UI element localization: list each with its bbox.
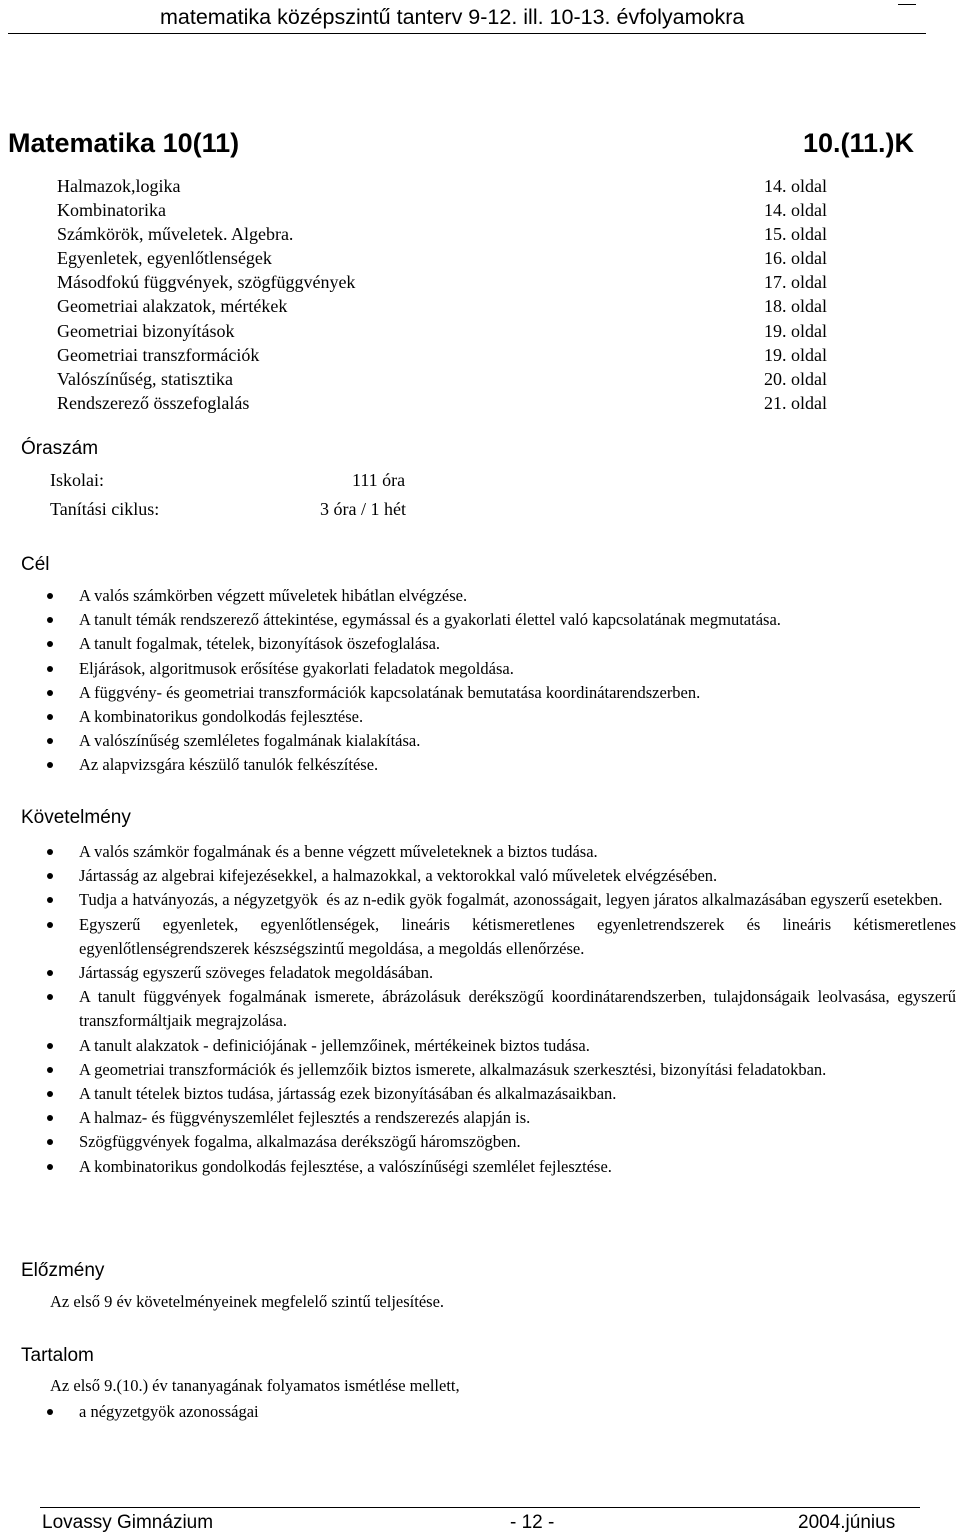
topic-name: Geometriai bizonyítások [57, 320, 235, 341]
footer-school: Lovassy Gimnázium [42, 1512, 214, 1533]
document-title: Matematika 10(11) [8, 128, 240, 158]
bullet-icon [47, 1091, 53, 1097]
requirements-heading: Követelmény [21, 807, 131, 828]
school-hours-value: 111 óra [352, 470, 406, 490]
topic-row [57, 367, 857, 391]
bullet-icon [47, 873, 53, 879]
footer-date: 2004.június [798, 1512, 896, 1533]
topic-row [57, 222, 857, 246]
list-item: A kombinatorikus gondolkodás fejlesztése, a valószínűségi szemlélet fejlesztése. [0, 1155, 960, 1179]
bullet-icon [47, 762, 53, 768]
header-title: matematika középszintű tanterv 9-12. ill. 10-13. évfolyamokra [160, 5, 745, 29]
topic-name: Halmazok,logika [57, 176, 181, 196]
topic-row [57, 343, 857, 367]
footer-page-number: - 12 - [510, 1512, 555, 1533]
bullet-icon [47, 1164, 53, 1170]
list-item: A tanult függvények fogalmának ismerete, ábrázolásuk derékszögű koordinátarendszerben, tulajdonságaik leolvasása, egyszerű transzformáltjaik megrajzolása. [0, 985, 960, 1033]
topic-page: 17. oldal [764, 272, 827, 293]
list-item: A geometriai transzformációk és jellemzőik biztos ismerete, alkalmazásuk szerkesztési, bizonyítási feladatokban. [0, 1058, 960, 1082]
footer-rule [40, 1507, 920, 1508]
hours-heading: Óraszám [21, 438, 99, 459]
topic-name: Valószínűség, statisztika [57, 368, 233, 389]
list-item: Jártasság egyszerű szöveges feladatok megoldásában. [0, 961, 960, 985]
document-code: 10.(11.)K [802, 128, 914, 158]
cycle-hours-value: 3 óra / 1 hét [320, 499, 406, 519]
header-mark [898, 4, 916, 5]
list-item: Szögfüggvények fogalma, alkalmazása derékszögű háromszögben. [0, 1130, 960, 1154]
list-item: A tanult alakzatok - definiciójának - jellemzőinek, mértékeinek biztos tudása. [0, 1034, 960, 1058]
topic-page: 19. oldal [764, 320, 827, 341]
bullet-icon [47, 922, 53, 928]
topic-list [57, 174, 857, 415]
bullet-icon [47, 641, 53, 647]
topic-row [57, 198, 857, 222]
bullet-icon [47, 1115, 53, 1121]
list-item: Jártasság az algebrai kifejezésekkel, a halmazokkal, a vektorokkal való műveletek elvégzésében. [0, 864, 960, 888]
list-item: A kombinatorikus gondolkodás fejlesztése. [0, 705, 960, 729]
list-item: Az alapvizsgára készülő tanulók felkészítése. [0, 753, 960, 777]
topic-row [57, 270, 857, 294]
bullet-icon [47, 593, 53, 599]
topic-row [57, 391, 857, 415]
content-intro: Az első 9.(10.) év tananyagának folyamatos ismétlése mellett, [50, 1376, 460, 1395]
list-item: Eljárások, algoritmusok erősítése gyakorlati feladatok megoldása. [0, 657, 960, 681]
bullet-icon [47, 1139, 53, 1145]
bullet-icon [47, 970, 53, 976]
list-item: A valószínűség szemléletes fogalmának kialakítása. [0, 729, 960, 753]
list-item: A tanult tételek biztos tudása, jártasság ezek bizonyításában és alkalmazásaikban. [0, 1082, 960, 1106]
bullet-icon [47, 994, 53, 1000]
topic-page: 14. oldal [764, 176, 827, 196]
goal-heading: Cél [21, 554, 50, 575]
bullet-icon [47, 1067, 53, 1073]
topic-name: Geometriai alakzatok, mértékek [57, 296, 288, 317]
bullet-icon [47, 738, 53, 744]
topic-row [57, 174, 857, 198]
topic-row [57, 294, 857, 318]
topic-page: 20. oldal [764, 368, 827, 389]
cycle-hours-label: Tanítási ciklus: [50, 499, 160, 519]
goal-list [0, 584, 960, 778]
list-item: Egyszerű egyenletek, egyenlőtlenségek, lineáris kétismeretlenes egyenletrendszerek és lineáris kétismeretlenes egyenlőtlenségrendszerek készségszintű megoldása, a megoldás ellenőrzése. [0, 913, 960, 961]
bullet-icon [47, 714, 53, 720]
topic-row [57, 319, 857, 343]
bullet-icon [47, 897, 53, 903]
school-hours-label: Iskolai: [50, 470, 104, 490]
list-item: a négyzetgyök azonosságai [0, 1400, 960, 1424]
requirements-list [0, 840, 960, 1179]
topic-name: Másodfokú függvények, szögfüggvények [57, 272, 356, 293]
list-item: A valós számkör fogalmának és a benne végzett műveleteknek a biztos tudása. [0, 840, 960, 864]
page-header [0, 0, 960, 34]
topic-name: Geometriai transzformációk [57, 344, 260, 365]
topic-row [57, 246, 857, 270]
bullet-icon [47, 617, 53, 623]
topic-page: 21. oldal [764, 392, 827, 413]
list-item: A tanult fogalmak, tételek, bizonyítások öszefoglalása. [0, 632, 960, 656]
list-item: A tanult témák rendszerező áttekintése, egymással és a gyakorlati élettel való kapcsolatának megmutatása. [0, 608, 960, 632]
bullet-icon [47, 849, 53, 855]
topic-page: 14. oldal [764, 200, 827, 221]
topic-page: 16. oldal [764, 248, 827, 269]
topic-page: 18. oldal [764, 296, 827, 317]
bullet-icon [47, 1409, 53, 1415]
bullet-icon [47, 666, 53, 672]
prerequisite-heading: Előzmény [21, 1260, 105, 1281]
prerequisite-text: Az első 9 év követelményeinek megfelelő szintű teljesítése. [50, 1292, 445, 1311]
list-item: A valós számkörben végzett műveletek hibátlan elvégzése. [0, 584, 960, 608]
content-list [0, 1400, 960, 1424]
list-item: A halmaz- és függvényszemlélet fejlesztés a rendszerezés alapján is. [0, 1106, 960, 1130]
list-item: A függvény- és geometriai transzformációk kapcsolatának bemutatása koordinátarendszerben. [0, 681, 960, 705]
list-item: Tudja a hatványozás, a négyzetgyök és az n-edik gyök fogalmát, azonosságait, legyen járatos alkalmazásában egyszerű esetekben. [0, 888, 960, 912]
topic-page: 15. oldal [764, 224, 827, 245]
header-rule [8, 33, 926, 34]
bullet-icon [47, 690, 53, 696]
topic-name: Kombinatorika [57, 200, 166, 221]
content-heading: Tartalom [21, 1345, 94, 1366]
topic-page: 19. oldal [764, 344, 827, 365]
topic-name: Egyenletek, egyenlőtlenségek [57, 248, 272, 269]
topic-name: Számkörök, műveletek. Algebra. [57, 224, 294, 245]
topic-name: Rendszerező összefoglalás [57, 392, 250, 413]
bullet-icon [47, 1043, 53, 1049]
